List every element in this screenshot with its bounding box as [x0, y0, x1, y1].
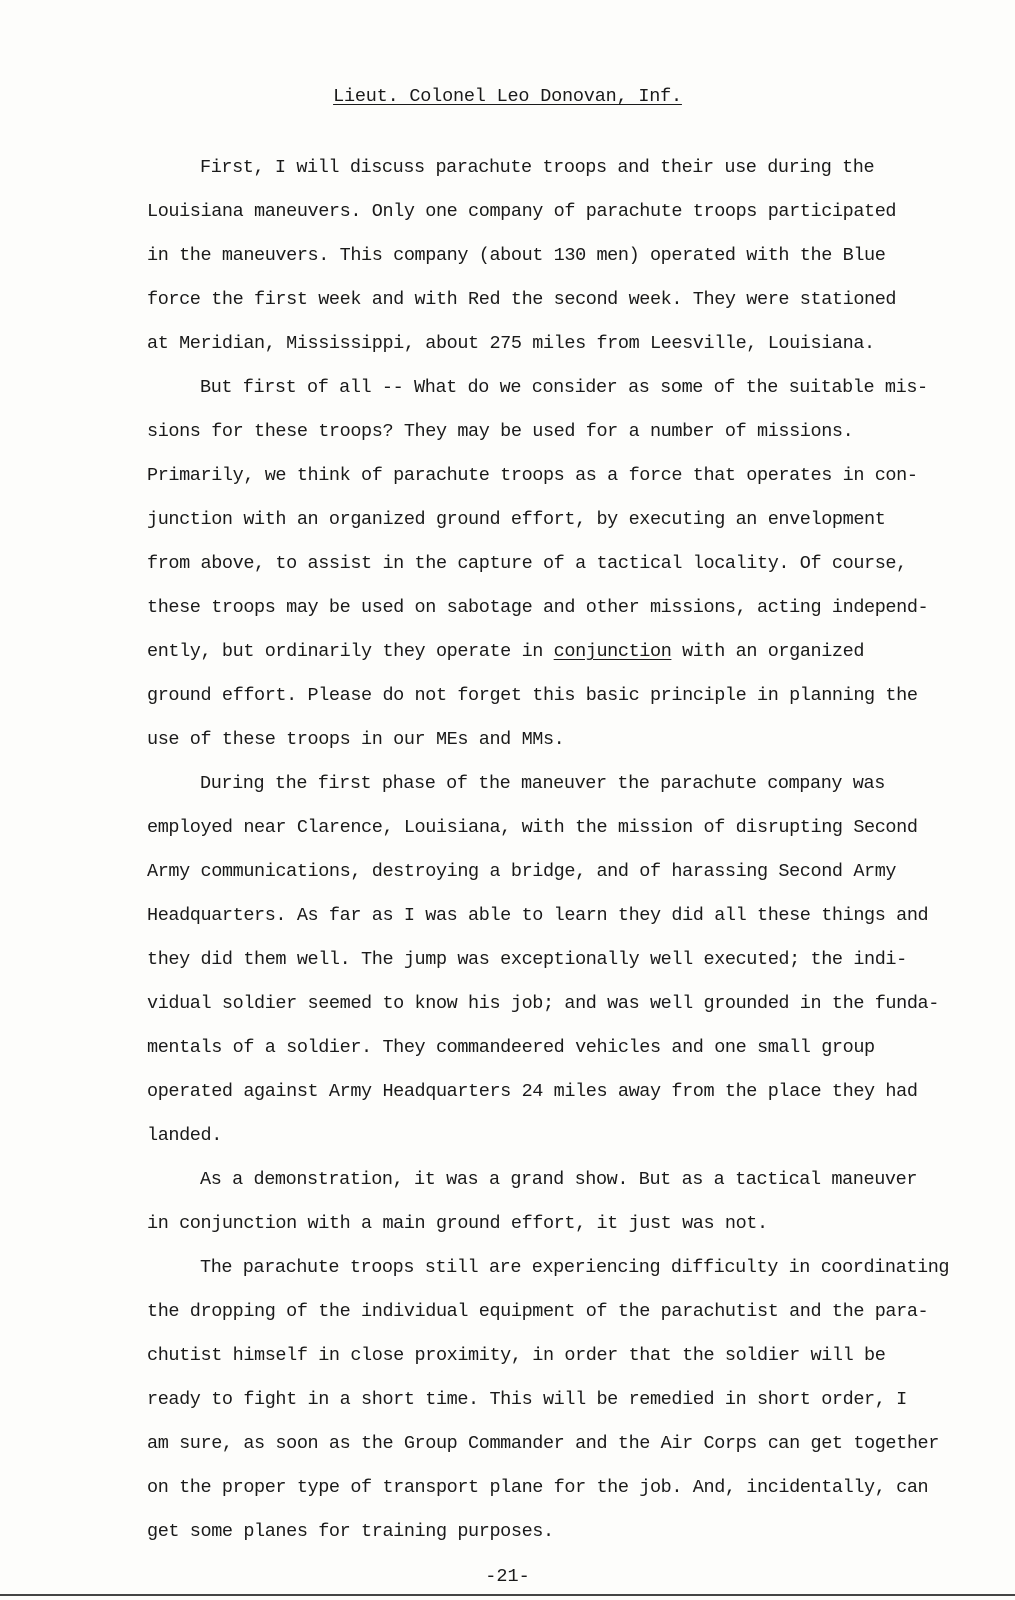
text-line: The parachute troops still are experiencing difficulty in coordinating	[200, 1257, 950, 1278]
document-heading	[0, 86, 1015, 107]
text-line: get some planes for training purposes.	[147, 1521, 554, 1542]
text-line: vidual soldier seemed to know his job; and was well grounded in the funda-	[147, 993, 939, 1014]
text-line: at Meridian, Mississippi, about 275 miles from Leesville, Louisiana.	[147, 333, 875, 354]
text-line: Army communications, destroying a bridge, and of harassing Second Army	[147, 861, 897, 882]
text-line: chutist himself in close proximity, in order that the soldier will be	[147, 1345, 886, 1366]
underlined-word: conjunction	[553, 641, 672, 662]
page-number: -21-	[485, 1566, 530, 1587]
heading-text: Lieut. Colonel Leo Donovan, Inf.	[333, 86, 682, 107]
text-line: junction with an organized ground effort, by executing an envelopment	[147, 509, 886, 530]
text-line: Headquarters. As far as I was able to learn they did all these things and	[147, 905, 929, 926]
bottom-rule	[0, 1594, 1015, 1596]
text-segment: with an organized	[671, 641, 865, 662]
text-line: use of these troops in our MEs and MMs.	[147, 729, 565, 750]
text-line: these troops may be used on sabotage and other missions, acting independ-	[147, 597, 929, 618]
text-line: Louisiana maneuvers. Only one company of parachute troops participated	[147, 201, 897, 222]
text-line: employed near Clarence, Louisiana, with the mission of disrupting Second	[147, 817, 918, 838]
text-line: But first of all -- What do we consider as some of the suitable mis-	[200, 377, 928, 398]
text-line: ground effort. Please do not forget this basic principle in planning the	[147, 685, 918, 706]
body-text	[147, 146, 950, 1554]
text-line: from above, to assist in the capture of a tactical locality. Of course,	[147, 553, 907, 574]
text-line: Primarily, we think of parachute troops as a force that operates in con-	[147, 465, 918, 486]
text-line: in the maneuvers. This company (about 130 men) operated with the Blue	[147, 245, 886, 266]
text-line: During the first phase of the maneuver the parachute company was	[200, 773, 885, 794]
text-segment: ently, but ordinarily they operate in	[147, 641, 554, 662]
text-line	[147, 630, 947, 674]
text-line: mentals of a soldier. They commandeered vehicles and one small group	[147, 1037, 875, 1058]
text-line: sions for these troops? They may be used for a number of missions.	[147, 421, 854, 442]
text-line: force the first week and with Red the second week. They were stationed	[147, 289, 897, 310]
text-line: they did them well. The jump was exceptionally well executed; the indi-	[147, 949, 907, 970]
text-line: landed.	[147, 1125, 222, 1146]
text-line: the dropping of the individual equipment of the parachutist and the para-	[147, 1301, 929, 1322]
text-line: am sure, as soon as the Group Commander and the Air Corps can get together	[147, 1433, 939, 1454]
text-line: on the proper type of transport plane for the job. And, incidentally, can	[147, 1477, 929, 1498]
text-line: ready to fight in a short time. This will be remedied in short order, I	[147, 1389, 907, 1410]
text-line: operated against Army Headquarters 24 miles away from the place they had	[147, 1081, 918, 1102]
text-line: First, I will discuss parachute troops and their use during the	[200, 157, 875, 178]
text-line: As a demonstration, it was a grand show. But as a tactical maneuver	[200, 1169, 918, 1190]
text-line: in conjunction with a main ground effort, it just was not.	[147, 1213, 768, 1234]
